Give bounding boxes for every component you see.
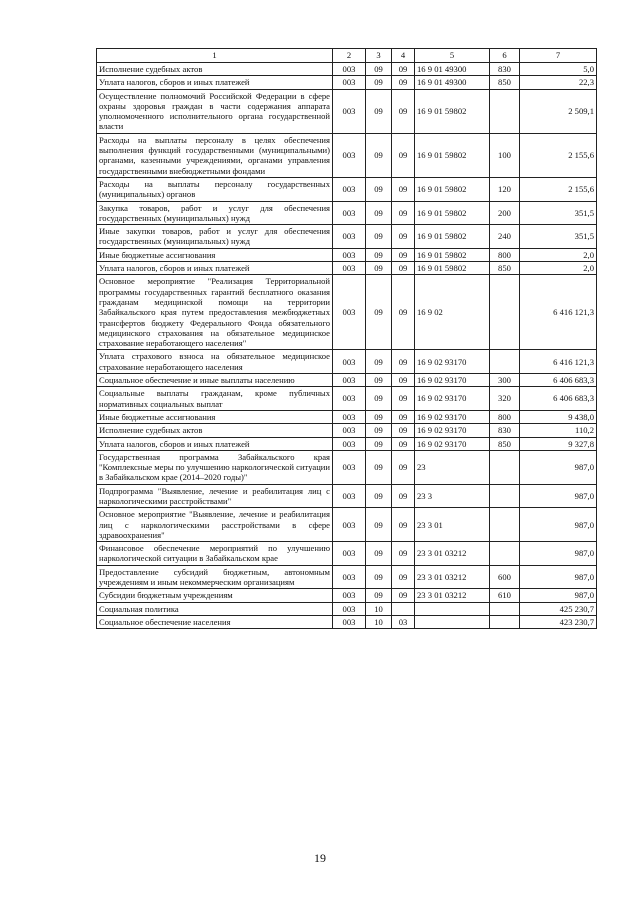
row-name: Социальное обеспечение и иные выплаты населению [97,374,333,387]
row-section-code: 09 [366,542,392,566]
row-section-code: 09 [366,565,392,589]
row-target-article-code: 23 3 [415,484,490,508]
header-cell: 6 [490,49,520,63]
row-section-code: 09 [366,275,392,350]
row-amount: 5,0 [520,63,597,76]
row-target-article-code: 16 9 01 49300 [415,63,490,76]
row-name: Уплата налогов, сборов и иных платежей [97,76,333,89]
row-name: Уплата страхового взноса на обязательное медицинское страхование неработающего населения [97,350,333,374]
table-row [97,437,597,450]
row-section-code: 09 [366,76,392,89]
row-expense-type-code [490,615,520,628]
row-section-code: 10 [366,602,392,615]
table-row [97,76,597,89]
row-expense-type-code [490,602,520,615]
row-target-article-code: 16 9 02 93170 [415,437,490,450]
table-row [97,589,597,602]
row-ministry-code: 003 [333,275,366,350]
row-section-code: 09 [366,589,392,602]
row-name: Субсидии бюджетным учреждениям [97,589,333,602]
header-cell: 2 [333,49,366,63]
row-amount: 423 230,7 [520,615,597,628]
row-subsection-code: 09 [392,424,415,437]
row-target-article-code: 16 9 01 59802 [415,201,490,225]
row-target-article-code: 16 9 02 [415,275,490,350]
row-amount: 351,5 [520,201,597,225]
row-target-article-code: 23 3 01 [415,508,490,542]
table-row [97,89,597,133]
row-amount: 110,2 [520,424,597,437]
row-amount: 2 155,6 [520,133,597,177]
table-row [97,177,597,201]
table-row [97,484,597,508]
row-name: Социальное обеспечение населения [97,615,333,628]
row-name: Подпрограмма "Выявление, лечение и реабилитация лиц с наркологическими расстройствами" [97,484,333,508]
row-expense-type-code [490,450,520,484]
row-ministry-code: 003 [333,387,366,411]
header-cell: 7 [520,49,597,63]
row-subsection-code: 09 [392,484,415,508]
row-name: Иные бюджетные ассигнования [97,248,333,261]
row-target-article-code: 16 9 01 59802 [415,177,490,201]
row-subsection-code: 09 [392,248,415,261]
row-subsection-code: 09 [392,437,415,450]
row-name: Уплата налогов, сборов и иных платежей [97,437,333,450]
row-subsection-code: 09 [392,450,415,484]
row-name: Иные бюджетные ассигнования [97,410,333,423]
table-row [97,508,597,542]
row-name: Исполнение судебных актов [97,424,333,437]
table-row [97,424,597,437]
row-subsection-code: 09 [392,275,415,350]
row-expense-type-code: 300 [490,374,520,387]
row-subsection-code: 09 [392,63,415,76]
header-cell: 1 [97,49,333,63]
row-target-article-code: 16 9 02 93170 [415,350,490,374]
row-subsection-code: 09 [392,565,415,589]
row-target-article-code: 16 9 01 59802 [415,262,490,275]
table-row [97,225,597,249]
row-ministry-code: 003 [333,133,366,177]
row-amount: 987,0 [520,484,597,508]
row-name: Уплата налогов, сборов и иных платежей [97,262,333,275]
row-subsection-code: 09 [392,201,415,225]
row-expense-type-code: 320 [490,387,520,411]
table-row [97,63,597,76]
row-section-code: 09 [366,374,392,387]
row-subsection-code: 09 [392,76,415,89]
row-ministry-code: 003 [333,63,366,76]
row-ministry-code: 003 [333,262,366,275]
row-subsection-code: 09 [392,262,415,275]
row-amount: 987,0 [520,542,597,566]
row-ministry-code: 003 [333,437,366,450]
row-target-article-code: 16 9 01 59802 [415,133,490,177]
row-ministry-code: 003 [333,589,366,602]
row-ministry-code: 003 [333,424,366,437]
row-section-code: 09 [366,450,392,484]
budget-table [96,48,597,629]
row-target-article-code: 16 9 01 49300 [415,76,490,89]
row-expense-type-code: 800 [490,410,520,423]
row-expense-type-code: 120 [490,177,520,201]
row-amount: 9 438,0 [520,410,597,423]
row-amount: 2,0 [520,262,597,275]
row-ministry-code: 003 [333,542,366,566]
row-name: Финансовое обеспечение мероприятий по улучшению наркологической ситуации в Забайкальском крае [97,542,333,566]
row-expense-type-code [490,89,520,133]
row-target-article-code: 16 9 02 93170 [415,410,490,423]
row-ministry-code: 003 [333,410,366,423]
table-row [97,350,597,374]
row-target-article-code [415,602,490,615]
row-name: Социальные выплаты гражданам, кроме публичных нормативных социальных выплат [97,387,333,411]
row-ministry-code: 003 [333,508,366,542]
row-expense-type-code: 600 [490,565,520,589]
table-row [97,262,597,275]
row-section-code: 09 [366,484,392,508]
row-section-code: 09 [366,63,392,76]
row-subsection-code: 03 [392,615,415,628]
row-name: Иные закупки товаров, работ и услуг для обеспечения государственных (муниципальных) нужд [97,225,333,249]
row-expense-type-code: 830 [490,424,520,437]
header-cell: 5 [415,49,490,63]
row-target-article-code: 23 3 01 03212 [415,542,490,566]
table-row [97,248,597,261]
row-target-article-code: 23 3 01 03212 [415,565,490,589]
row-amount: 987,0 [520,565,597,589]
row-ministry-code: 003 [333,248,366,261]
row-expense-type-code: 850 [490,437,520,450]
row-section-code: 09 [366,225,392,249]
row-section-code: 09 [366,133,392,177]
row-section-code: 10 [366,615,392,628]
row-section-code: 09 [366,177,392,201]
row-target-article-code [415,615,490,628]
row-expense-type-code [490,484,520,508]
row-expense-type-code: 240 [490,225,520,249]
row-expense-type-code [490,275,520,350]
row-name: Осуществление полномочий Российской Федерации в сфере охраны здоровья граждан в части содержания аппарата уполномоченного исполнительного органа государственной власти [97,89,333,133]
row-ministry-code: 003 [333,76,366,89]
row-expense-type-code [490,350,520,374]
table-header-row [97,49,597,63]
row-ministry-code: 003 [333,565,366,589]
row-ministry-code: 003 [333,484,366,508]
row-subsection-code: 09 [392,374,415,387]
row-subsection-code: 09 [392,508,415,542]
row-amount: 2,0 [520,248,597,261]
row-ministry-code: 003 [333,201,366,225]
row-name: Основное мероприятие "Выявление, лечение и реабилитация лиц с наркологическими расстройствами в сфере здравоохранения" [97,508,333,542]
table-row [97,565,597,589]
table-row [97,410,597,423]
header-cell: 4 [392,49,415,63]
row-amount: 987,0 [520,508,597,542]
row-subsection-code: 09 [392,387,415,411]
row-expense-type-code [490,508,520,542]
row-target-article-code: 16 9 01 59802 [415,248,490,261]
row-amount: 9 327,8 [520,437,597,450]
row-section-code: 09 [366,437,392,450]
row-amount: 425 230,7 [520,602,597,615]
table-row [97,133,597,177]
row-amount: 2 509,1 [520,89,597,133]
row-subsection-code: 09 [392,589,415,602]
row-ministry-code: 003 [333,177,366,201]
row-expense-type-code: 610 [490,589,520,602]
row-name: Основное мероприятие "Реализация Территориальной программы государственных гарантий бесплатного оказания гражданам медицинской помощи на территории Забайкальского края путем предоставления межбюджетных трансфертов бюджету Федерального Фонда обязательного медицинского страхования на обязательное медицинское страхование неработающего населения" [97,275,333,350]
row-amount: 6 416 121,3 [520,275,597,350]
row-section-code: 09 [366,350,392,374]
header-cell: 3 [366,49,392,63]
row-amount: 2 155,6 [520,177,597,201]
row-expense-type-code: 800 [490,248,520,261]
table-row [97,201,597,225]
table-row [97,542,597,566]
row-section-code: 09 [366,410,392,423]
row-ministry-code: 003 [333,602,366,615]
row-section-code: 09 [366,508,392,542]
row-name: Расходы на выплаты персоналу в целях обеспечения выполнения функций государственными (муниципальными) органами, казенными учреждениями, органами управления государственными внебюджетными фондами [97,133,333,177]
table-row [97,387,597,411]
row-target-article-code: 16 9 02 93170 [415,374,490,387]
row-section-code: 09 [366,424,392,437]
row-subsection-code: 09 [392,225,415,249]
row-ministry-code: 003 [333,450,366,484]
row-expense-type-code: 830 [490,63,520,76]
table-row [97,374,597,387]
row-ministry-code: 003 [333,350,366,374]
row-expense-type-code: 850 [490,76,520,89]
table-row [97,615,597,628]
row-amount: 6 416 121,3 [520,350,597,374]
row-subsection-code: 09 [392,350,415,374]
row-amount: 22,3 [520,76,597,89]
row-subsection-code [392,602,415,615]
row-expense-type-code: 100 [490,133,520,177]
row-name: Предоставление субсидий бюджетным, автономным учреждениям и иным некоммерческим организациям [97,565,333,589]
row-name: Исполнение судебных актов [97,63,333,76]
row-ministry-code: 003 [333,89,366,133]
row-target-article-code: 23 3 01 03212 [415,589,490,602]
table-row [97,275,597,350]
row-amount: 987,0 [520,589,597,602]
row-section-code: 09 [366,387,392,411]
row-subsection-code: 09 [392,133,415,177]
row-section-code: 09 [366,262,392,275]
row-subsection-code: 09 [392,542,415,566]
row-section-code: 09 [366,201,392,225]
table-row [97,450,597,484]
row-target-article-code: 23 [415,450,490,484]
row-name: Социальная политика [97,602,333,615]
row-name: Закупка товаров, работ и услуг для обеспечения государственных (муниципальных) нужд [97,201,333,225]
row-subsection-code: 09 [392,89,415,133]
row-subsection-code: 09 [392,177,415,201]
row-target-article-code: 16 9 01 59802 [415,89,490,133]
page-number: 19 [314,851,326,865]
row-section-code: 09 [366,89,392,133]
row-section-code: 09 [366,248,392,261]
row-name: Государственная программа Забайкальского края "Комплексные меры по улучшению наркологической ситуации в Забайкальском крае (2014–2020 годы)" [97,450,333,484]
row-subsection-code: 09 [392,410,415,423]
row-expense-type-code [490,542,520,566]
row-amount: 6 406 683,3 [520,387,597,411]
row-amount: 987,0 [520,450,597,484]
row-amount: 351,5 [520,225,597,249]
row-ministry-code: 003 [333,615,366,628]
row-target-article-code: 16 9 02 93170 [415,424,490,437]
table-row [97,602,597,615]
row-target-article-code: 16 9 01 59802 [415,225,490,249]
row-amount: 6 406 683,3 [520,374,597,387]
row-expense-type-code: 850 [490,262,520,275]
row-expense-type-code: 200 [490,201,520,225]
row-ministry-code: 003 [333,225,366,249]
row-ministry-code: 003 [333,374,366,387]
row-name: Расходы на выплаты персоналу государственных (муниципальных) органов [97,177,333,201]
row-target-article-code: 16 9 02 93170 [415,387,490,411]
